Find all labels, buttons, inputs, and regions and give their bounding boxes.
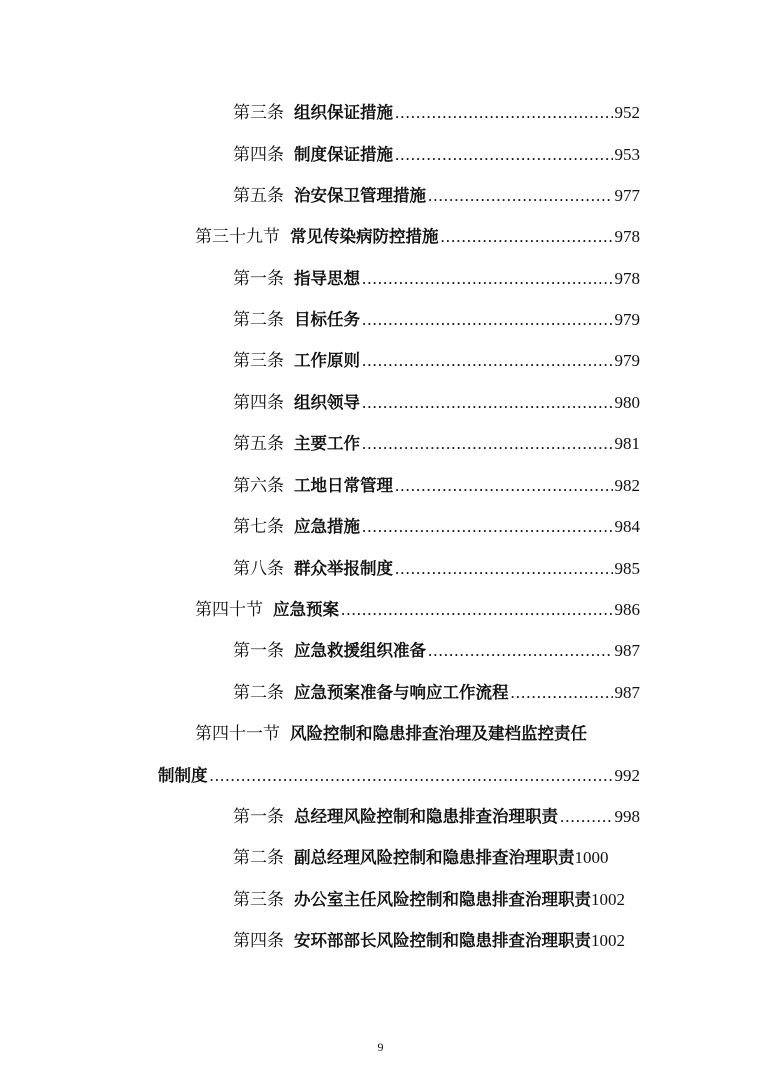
toc-title: 副总经理风险控制和隐患排查治理职责 bbox=[294, 848, 575, 867]
toc-title: 应急预案 bbox=[273, 600, 339, 619]
toc-title: 应急措施 bbox=[294, 517, 360, 536]
toc-page: 980 bbox=[614, 393, 640, 412]
toc-entry[interactable] bbox=[233, 676, 640, 704]
toc-page: 981 bbox=[614, 434, 640, 453]
toc-leader bbox=[341, 599, 613, 621]
toc-entry[interactable] bbox=[233, 552, 640, 580]
toc-title: 组织保证措施 bbox=[294, 103, 393, 122]
toc-entry[interactable] bbox=[233, 510, 640, 538]
toc-entry-continuation[interactable] bbox=[158, 759, 640, 787]
toc-leader bbox=[210, 765, 613, 787]
toc-title-continuation: 制制度 bbox=[158, 766, 208, 785]
toc-title: 制度保证措施 bbox=[294, 145, 393, 164]
toc-title: 工地日常管理 bbox=[294, 476, 393, 495]
toc-leader bbox=[395, 558, 613, 580]
toc-title: 治安保卫管理措施 bbox=[294, 186, 426, 205]
toc-section-entry[interactable] bbox=[195, 717, 640, 745]
toc-leader bbox=[362, 309, 613, 331]
toc-entry[interactable] bbox=[233, 303, 640, 331]
toc-leader bbox=[428, 185, 613, 207]
toc-entry[interactable] bbox=[233, 800, 640, 828]
toc-page: 998 bbox=[614, 807, 640, 826]
toc-leader bbox=[395, 102, 613, 124]
toc-label: 第一条 bbox=[233, 269, 284, 288]
toc-title: 总经理风险控制和隐患排查治理职责 bbox=[294, 807, 558, 826]
toc-entry[interactable] bbox=[233, 96, 640, 124]
toc-entry[interactable] bbox=[233, 469, 640, 497]
toc-title: 指导思想 bbox=[294, 269, 360, 288]
toc-entry[interactable] bbox=[233, 634, 640, 662]
toc-title: 应急救援组织准备 bbox=[294, 641, 426, 660]
toc-leader bbox=[511, 682, 613, 704]
toc-leader bbox=[395, 475, 613, 497]
toc-label: 第四十节 bbox=[195, 600, 263, 619]
toc-title: 目标任务 bbox=[294, 310, 360, 329]
toc-label: 第二条 bbox=[233, 683, 284, 702]
toc-entry[interactable] bbox=[233, 344, 640, 372]
toc-section-entry[interactable] bbox=[195, 593, 640, 621]
toc-title: 应急预案准备与响应工作流程 bbox=[294, 683, 509, 702]
toc-page: 952 bbox=[614, 103, 640, 122]
toc-leader bbox=[362, 350, 613, 372]
toc-label: 第四条 bbox=[233, 931, 284, 950]
toc-label: 第六条 bbox=[233, 476, 284, 495]
toc-label: 第四条 bbox=[233, 393, 284, 412]
toc-page: 1000 bbox=[574, 848, 609, 867]
toc-title: 组织领导 bbox=[294, 393, 360, 412]
toc-title: 工作原则 bbox=[294, 351, 360, 370]
toc-entry[interactable] bbox=[233, 138, 640, 166]
toc-page: 979 bbox=[614, 310, 640, 329]
toc-leader bbox=[362, 433, 613, 455]
toc-title: 风险控制和隐患排查治理及建档监控责任 bbox=[290, 724, 587, 743]
toc-title: 群众举报制度 bbox=[294, 559, 393, 578]
toc-leader bbox=[428, 640, 613, 662]
toc-leader bbox=[362, 268, 613, 290]
toc-entry[interactable] bbox=[233, 386, 640, 414]
toc-page: 982 bbox=[614, 476, 640, 495]
toc-entry[interactable] bbox=[233, 179, 640, 207]
toc-label: 第三条 bbox=[233, 890, 284, 909]
toc-leader bbox=[362, 516, 613, 538]
page-number: 9 bbox=[377, 1040, 384, 1054]
toc-label: 第二条 bbox=[233, 310, 284, 329]
toc-label: 第三十九节 bbox=[195, 227, 280, 246]
toc-leader bbox=[441, 226, 613, 248]
toc-page: 986 bbox=[614, 600, 640, 619]
toc-title: 主要工作 bbox=[294, 434, 360, 453]
toc-label: 第二条 bbox=[233, 848, 284, 867]
toc-page: 978 bbox=[614, 269, 640, 288]
toc-label: 第四条 bbox=[233, 145, 284, 164]
toc-section-entry[interactable] bbox=[195, 220, 640, 248]
toc-label: 第四十一节 bbox=[195, 724, 280, 743]
toc-label: 第三条 bbox=[233, 351, 284, 370]
toc-label: 第五条 bbox=[233, 186, 284, 205]
toc-title: 办公室主任风险控制和隐患排查治理职责 bbox=[294, 890, 591, 909]
toc-page: 992 bbox=[614, 766, 640, 785]
toc-page: 1002 bbox=[591, 890, 625, 909]
toc-leader bbox=[560, 806, 613, 828]
toc-page: 987 bbox=[614, 641, 640, 660]
toc-page: 953 bbox=[614, 145, 640, 164]
toc-entry[interactable] bbox=[233, 262, 640, 290]
toc-entry[interactable] bbox=[233, 883, 673, 911]
toc-page: 979 bbox=[614, 351, 640, 370]
toc-label: 第五条 bbox=[233, 434, 284, 453]
toc-page: 1002 bbox=[591, 931, 625, 950]
toc-page: 978 bbox=[614, 227, 640, 246]
toc-entry[interactable] bbox=[233, 924, 673, 952]
toc-label: 第三条 bbox=[233, 103, 284, 122]
toc-page: 987 bbox=[614, 683, 640, 702]
toc-page: 985 bbox=[614, 559, 640, 578]
toc-page: 977 bbox=[614, 186, 640, 205]
toc-entry[interactable] bbox=[233, 427, 640, 455]
toc-leader bbox=[362, 392, 613, 414]
toc-label: 第八条 bbox=[233, 559, 284, 578]
toc-title: 安环部部长风险控制和隐患排查治理职责 bbox=[294, 931, 591, 950]
toc-entry[interactable] bbox=[233, 841, 653, 869]
toc-label: 第七条 bbox=[233, 517, 284, 536]
toc-title: 常见传染病防控措施 bbox=[290, 227, 439, 246]
toc-label: 第一条 bbox=[233, 807, 284, 826]
toc-leader bbox=[395, 144, 613, 166]
toc-label: 第一条 bbox=[233, 641, 284, 660]
toc-page: 984 bbox=[614, 517, 640, 536]
